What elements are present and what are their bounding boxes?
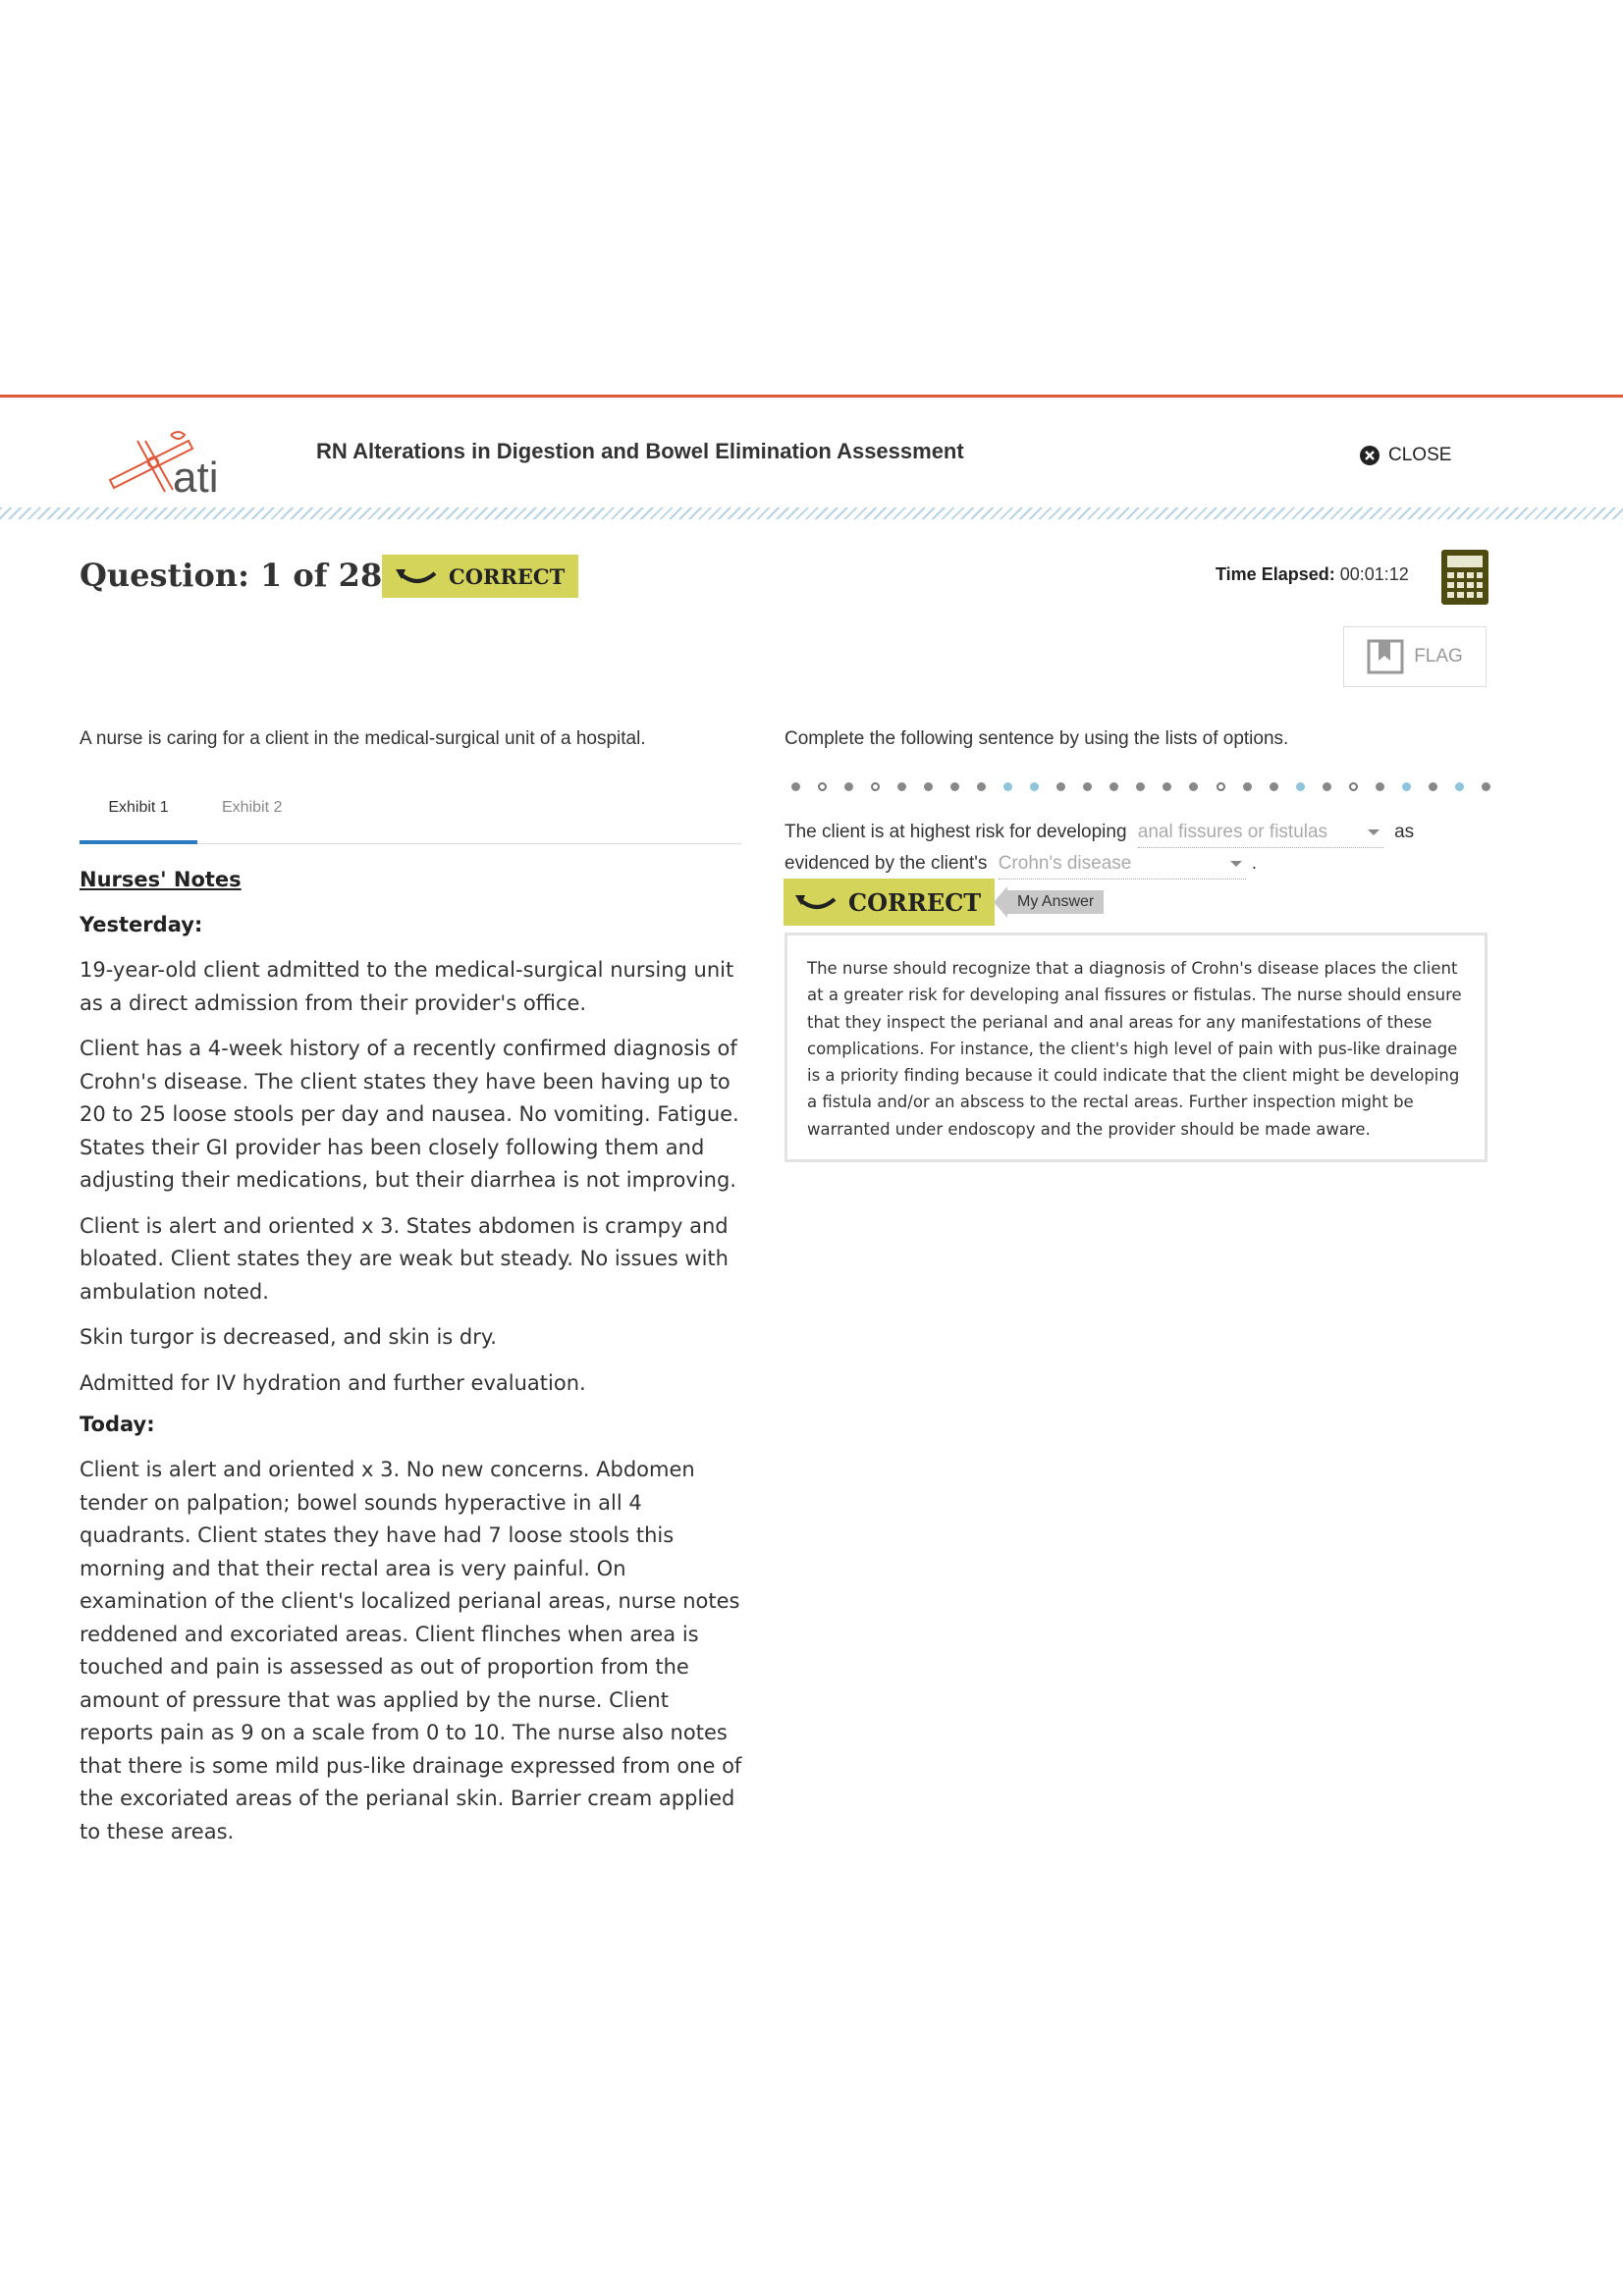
- sentence-part-1: The client is at highest risk for developing: [784, 822, 1127, 842]
- progress-dot-22[interactable]: [1349, 782, 1358, 791]
- note-paragraph: Client is alert and oriented x 3. States abdomen is crampy and bloated. Client states they are weak but steady. No issues with ambulation noted.: [80, 1213, 729, 1304]
- flag-label: FLAG: [1414, 646, 1463, 667]
- evidence-dropdown-value: Crohn's disease: [998, 853, 1132, 874]
- note-paragraph: Skin turgor is decreased, and skin is dry.: [80, 1325, 497, 1349]
- progress-dot-3[interactable]: [844, 782, 853, 791]
- progress-dot-8[interactable]: [977, 782, 986, 791]
- sentence-part-2: as evidenced by the client's: [784, 822, 1415, 874]
- notes-today-label: Today:: [80, 1413, 155, 1436]
- note-paragraph: 19-year-old client admitted to the medical-surgical nursing unit as a direct admission from their provider's office.: [80, 958, 734, 1015]
- progress-dot-14[interactable]: [1136, 782, 1145, 791]
- undo-arrow-icon: [396, 565, 439, 587]
- progress-dot-16[interactable]: [1189, 782, 1198, 791]
- risk-dropdown-value: anal fissures or fistulas: [1137, 822, 1328, 842]
- notes-heading: Nurses' Notes: [80, 868, 242, 891]
- tab-exhibit-2[interactable]: Exhibit 2: [222, 799, 283, 816]
- evidence-dropdown[interactable]: [999, 848, 1246, 880]
- time-elapsed-label: Time Elapsed:: [1216, 564, 1335, 584]
- time-elapsed-value: 00:01:12: [1339, 564, 1409, 584]
- tab-exhibit-1[interactable]: Exhibit 1: [80, 793, 197, 844]
- close-label: CLOSE: [1388, 445, 1452, 465]
- app-header: [0, 398, 1623, 515]
- progress-dot-19[interactable]: [1270, 782, 1278, 791]
- answer-status-label: CORRECT: [848, 887, 982, 917]
- question-correct-badge: [382, 555, 578, 598]
- exhibit-tabs: [80, 793, 741, 844]
- flag-button[interactable]: [1343, 626, 1487, 687]
- progress-dot-18[interactable]: [1243, 782, 1252, 791]
- header-divider: [0, 507, 1623, 519]
- progress-dot-9[interactable]: [1003, 782, 1012, 791]
- sentence-end: .: [1251, 853, 1257, 874]
- cloze-sentence: [784, 817, 1491, 880]
- progress-dot-2[interactable]: [818, 782, 827, 791]
- rationale-box: The nurse should recognize that a diagnosis of Crohn's disease places the client at a greater risk for developing anal fissures or fistulas. The nurse should ensure that they inspect the perianal and anal areas for any manifestations of these complications. For instance, the client's high level of pain with pus-like drainage is a priority finding because it could indicate that the client might be developing a fistula and/or an abscess to the rectal areas. Further inspection might be warranted under endoscopy and the provider should be made aware.: [784, 933, 1488, 1162]
- question-status-label: CORRECT: [449, 563, 566, 589]
- bookmark-flag-icon: [1367, 639, 1404, 674]
- progress-dot-12[interactable]: [1083, 782, 1092, 791]
- note-paragraph: Admitted for IV hydration and further evaluation.: [80, 1370, 586, 1395]
- progress-dot-17[interactable]: [1217, 782, 1225, 791]
- close-icon: [1359, 445, 1380, 466]
- chevron-down-icon: [1230, 861, 1242, 867]
- answer-correct-badge: [784, 879, 995, 926]
- progress-dot-6[interactable]: [924, 782, 933, 791]
- progress-dot-20[interactable]: [1296, 782, 1305, 791]
- progress-dot-26[interactable]: [1455, 782, 1464, 791]
- calculator-icon: [1441, 550, 1488, 605]
- progress-dot-10[interactable]: [1030, 782, 1039, 791]
- svg-text:ati: ati: [173, 454, 219, 498]
- note-paragraph: Client has a 4-week history of a recently confirmed diagnosis of Crohn's disease. The client states they have been having up to 20 to 25 loose stools per day and nausea. No vomiting. Fatigue. States their GI provider has been closely following them and adjusting their medications, but their diarrhea is not improving.: [80, 1037, 739, 1192]
- progress-dot-13[interactable]: [1109, 782, 1118, 791]
- progress-dot-21[interactable]: [1323, 782, 1331, 791]
- ati-logo: [102, 419, 249, 498]
- my-answer-button[interactable]: [994, 886, 1104, 918]
- progress-dot-27[interactable]: [1482, 782, 1490, 791]
- time-elapsed: [1216, 564, 1409, 585]
- risk-dropdown[interactable]: [1138, 817, 1383, 848]
- app-title: RN Alterations in Digestion and Bowel Elimination Assessment: [316, 439, 964, 463]
- progress-dot-5[interactable]: [897, 782, 906, 791]
- progress-dot-4[interactable]: [871, 782, 880, 791]
- question-instructions: Complete the following sentence by using the lists of options.: [784, 728, 1289, 749]
- my-answer-label: My Answer: [1007, 890, 1104, 914]
- progress-dot-1[interactable]: [791, 782, 800, 791]
- question-scenario: A nurse is caring for a client in the medical-surgical unit of a hospital.: [80, 728, 646, 749]
- nurses-notes: [80, 868, 747, 1861]
- progress-dots: [791, 780, 1490, 792]
- progress-dot-23[interactable]: [1376, 782, 1384, 791]
- close-button[interactable]: [1359, 445, 1451, 466]
- progress-dot-25[interactable]: [1429, 782, 1437, 791]
- note-paragraph: Client is alert and oriented x 3. No new concerns. Abdomen tender on palpation; bowel sounds hyperactive in all 4 quadrants. Client states they have had 7 loose stools this morning and that their rectal area is very painful. On examination of the client's localized perianal areas, nurse notes reddened and excoriated areas. Client flinches when area is touched and pain is assessed as out of proportion from the amount of pressure that was applied by the nurse. Client reports pain as 9 on a scale from 0 to 10. The nurse also notes that there is some mild pus-like drainage expressed from one of the excoriated areas of the perianal skin. Barrier cream applied to these areas.: [80, 1458, 742, 1843]
- arrow-left-icon: [994, 886, 1007, 918]
- question-counter: Question: 1 of 28: [80, 557, 383, 594]
- progress-dot-7[interactable]: [950, 782, 959, 791]
- progress-dot-24[interactable]: [1402, 782, 1411, 791]
- progress-dot-15[interactable]: [1163, 782, 1171, 791]
- undo-arrow-icon: [795, 891, 839, 913]
- calculator-button[interactable]: [1441, 550, 1488, 605]
- notes-yesterday-label: Yesterday:: [80, 913, 203, 936]
- progress-dot-11[interactable]: [1056, 782, 1065, 791]
- chevron-down-icon: [1368, 829, 1380, 835]
